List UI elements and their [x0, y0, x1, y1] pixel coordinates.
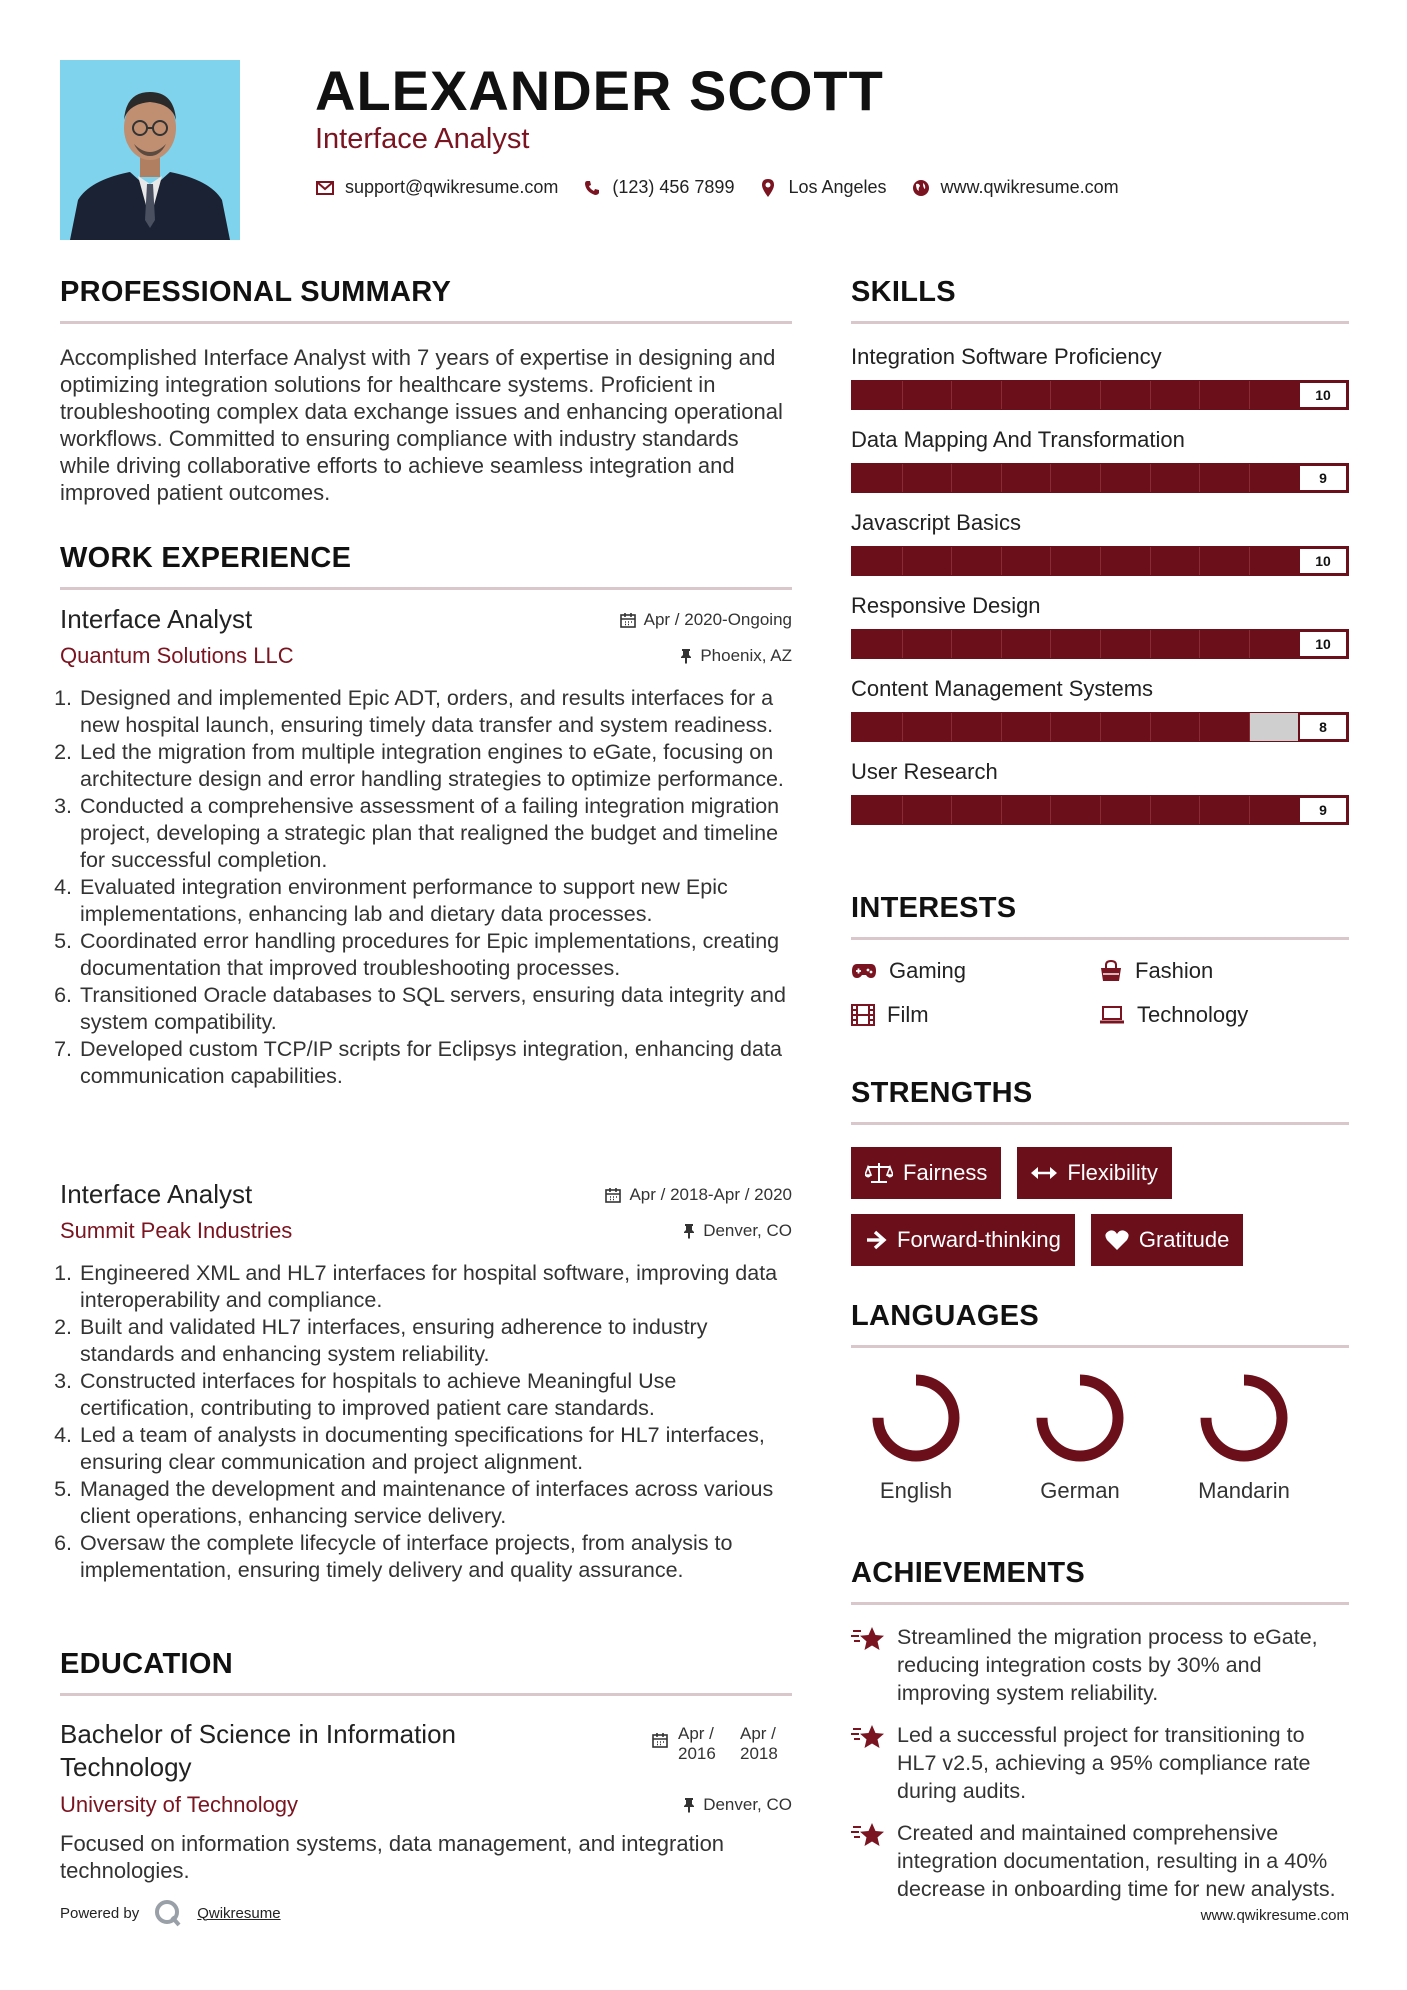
skill-bar-divider — [902, 547, 903, 575]
arrow-right-icon — [865, 1230, 887, 1250]
skill-bar-divider — [1199, 464, 1200, 492]
skill-bar-divider — [1050, 713, 1051, 741]
film-icon — [851, 1004, 875, 1026]
strength-chip — [1091, 1214, 1244, 1266]
list-item: 6. Oversaw the complete lifecycle of interface projects, from analysis to implementation, ensuring timely delivery and quality assurance. — [78, 1530, 792, 1584]
balance-scale-icon — [865, 1162, 893, 1184]
strength-chip — [851, 1147, 1001, 1199]
brand-link[interactable]: Qwikresume — [197, 1904, 281, 1922]
skill-name: Integration Software Proficiency — [851, 344, 1162, 369]
skill-bar-divider — [1001, 796, 1002, 824]
skill-name: Javascript Basics — [851, 510, 1021, 535]
skill-bar-divider — [951, 547, 952, 575]
skill-level: 10 — [1298, 381, 1348, 409]
skill-bar-divider — [1100, 547, 1101, 575]
experience-heading: WORK EXPERIENCE — [60, 542, 352, 574]
skill-bar-divider — [1050, 796, 1051, 824]
list-item: 1. Engineered XML and HL7 interfaces for hospital software, improving data interoperability and compliance. — [78, 1260, 792, 1314]
language-level-arc — [878, 1380, 954, 1456]
skill-bar-divider — [1001, 464, 1002, 492]
list-item: 2. Built and validated HL7 interfaces, ensuring adherence to industry standards and enhancing system reliability. — [78, 1314, 792, 1368]
skill-bar-divider — [1249, 464, 1250, 492]
skill-bar-divider — [951, 381, 952, 409]
education-rule — [60, 1693, 792, 1696]
language-item — [1179, 1372, 1309, 1504]
arrows-horizontal-icon — [1031, 1166, 1057, 1180]
experience-rule — [60, 587, 792, 590]
job-entry — [60, 604, 792, 1090]
skill-bar — [851, 380, 1349, 410]
achievement-item — [851, 1623, 1349, 1707]
skill-name: Responsive Design — [851, 593, 1041, 618]
skill-bar-divider — [902, 713, 903, 741]
shopping-bag-icon — [1099, 960, 1123, 982]
experience-section — [60, 542, 792, 590]
contact-location: Los Angeles — [788, 177, 887, 197]
interest-label: Film — [887, 1002, 929, 1027]
skills-section — [851, 276, 1349, 825]
job-title: Interface Analyst — [60, 1179, 253, 1209]
laptop-icon — [1099, 1006, 1125, 1024]
skill-bar-divider — [1001, 713, 1002, 741]
candidate-title: Interface Analyst — [315, 123, 530, 155]
job-location — [680, 646, 792, 666]
language-level-arc — [1206, 1380, 1282, 1456]
skill-item — [851, 593, 1349, 659]
skills-rule — [851, 321, 1349, 324]
list-item: 5. Coordinated error handling procedures for Epic implementations, creating documentation that improved troubleshooting processes. — [78, 928, 792, 982]
gamepad-icon — [851, 963, 877, 979]
skill-bar-divider — [1001, 547, 1002, 575]
achievement-item — [851, 1721, 1349, 1805]
list-item: 5. Managed the development and maintenance of interfaces across various client operations, enhancing service delivery. — [78, 1476, 792, 1530]
skill-bar-divider — [1050, 547, 1051, 575]
skill-bar-divider — [1249, 796, 1250, 824]
powered-by-label: Powered by — [60, 1904, 140, 1922]
strengths-heading: STRENGTHS — [851, 1077, 1033, 1109]
languages-rule — [851, 1345, 1349, 1348]
skill-bar-divider — [1150, 630, 1151, 658]
achievements-list — [851, 1623, 1349, 1903]
list-item: 3. Constructed interfaces for hospitals to achieve Meaningful Use certification, contributing to improved patient care standards. — [78, 1368, 792, 1422]
education-location-text: Denver, CO — [703, 1795, 792, 1814]
skill-bar-divider — [902, 381, 903, 409]
strengths-list — [851, 1147, 1349, 1266]
skill-name: Content Management Systems — [851, 676, 1154, 701]
skill-bar-divider — [1199, 630, 1200, 658]
language-level-arc — [1042, 1380, 1118, 1456]
skill-level: 9 — [1298, 464, 1348, 492]
contact-email[interactable]: support@qwikresume.com — [345, 177, 559, 197]
skill-bar — [851, 463, 1349, 493]
skill-bar-divider — [1199, 713, 1200, 741]
skill-bar-divider — [1050, 381, 1051, 409]
school-name: University of Technology — [60, 1792, 299, 1817]
skill-item — [851, 676, 1349, 742]
job-bullets — [60, 685, 792, 1090]
calendar-icon — [605, 1187, 621, 1203]
job-location-text: Denver, CO — [703, 1221, 792, 1240]
powered-by — [60, 1898, 281, 1928]
skill-bar-divider — [1100, 381, 1101, 409]
list-item: 4. Led a team of analysts in documenting specifications for HL7 interfaces, ensuring clear communication and project alignment. — [78, 1422, 792, 1476]
list-item: 2. Led the migration from multiple integration engines to eGate, focusing on architecture design and error handling strategies to optimize performance. — [78, 739, 792, 793]
skill-bar-divider — [902, 464, 903, 492]
skill-level: 10 — [1298, 630, 1348, 658]
map-marker-icon — [758, 178, 778, 198]
interests-rule — [851, 937, 1349, 940]
skill-level: 9 — [1298, 796, 1348, 824]
star-icon — [851, 1625, 885, 1653]
profile-photo — [60, 60, 240, 240]
skill-bar-divider — [1100, 630, 1101, 658]
language-level-ring — [1198, 1372, 1290, 1464]
language-item — [1015, 1372, 1145, 1504]
language-name: English — [879, 1478, 953, 1503]
skill-bar-divider — [1100, 464, 1101, 492]
education-end — [740, 1724, 792, 1784]
list-item: 3. Conducted a comprehensive assessment of a failing integration migration project, developing a strategic plan that realigned the budget and timeline for successful completion. — [78, 793, 792, 874]
summary-heading: PROFESSIONAL SUMMARY — [60, 276, 452, 308]
degree-title — [60, 1718, 456, 1784]
skill-bar-fill — [852, 796, 1298, 824]
skill-bar-divider — [951, 796, 952, 824]
skill-bar-divider — [1001, 381, 1002, 409]
date-part: Apr / — [678, 1724, 714, 1743]
interests-section — [851, 892, 1349, 1028]
skill-bar-divider — [951, 630, 952, 658]
skill-level: 10 — [1298, 547, 1348, 575]
skill-bar-divider — [1050, 464, 1051, 492]
strength-label: Gratitude — [1138, 1227, 1230, 1252]
achievements-section — [851, 1557, 1349, 1903]
skill-name: Data Mapping And Transformation — [851, 427, 1185, 452]
skill-bar-divider — [1249, 713, 1250, 741]
skill-bar-divider — [1249, 547, 1250, 575]
skill-bar-divider — [1150, 464, 1151, 492]
education-location — [683, 1795, 792, 1815]
interest-item — [1099, 1002, 1347, 1028]
achievement-text: Led a successful project for transitioning to HL7 v2.5, achieving a 95% compliance rate during audits. — [897, 1723, 1311, 1803]
job-dates — [620, 610, 792, 630]
skill-bar — [851, 712, 1349, 742]
interest-item — [851, 1002, 1099, 1028]
star-icon — [851, 1723, 885, 1751]
list-item: 6. Transitioned Oracle databases to SQL servers, ensuring data integrity and system compatibility. — [78, 982, 792, 1036]
strengths-rule — [851, 1122, 1349, 1125]
skill-bar-divider — [951, 464, 952, 492]
skill-bar-divider — [951, 713, 952, 741]
job-dates — [605, 1185, 792, 1205]
strength-label: Flexibility — [1067, 1160, 1158, 1185]
date-part: 2018 — [740, 1744, 778, 1763]
job-title: Interface Analyst — [60, 604, 253, 634]
education-description: Focused on information systems, data management, and integration technologies. — [60, 1831, 725, 1883]
star-icon — [851, 1821, 885, 1849]
interest-label: Technology — [1137, 1002, 1249, 1027]
language-item — [851, 1372, 981, 1504]
interests-heading: INTERESTS — [851, 892, 1017, 924]
skill-bar-divider — [1150, 547, 1151, 575]
envelope-icon — [315, 178, 335, 198]
job-company: Quantum Solutions LLC — [60, 643, 294, 668]
skill-bar-divider — [902, 796, 903, 824]
skill-name: User Research — [851, 759, 998, 784]
languages-section — [851, 1300, 1349, 1504]
degree-title-line: Technology — [60, 1752, 192, 1782]
skill-bar-fill — [852, 464, 1298, 492]
contact-phone[interactable]: (123) 456 7899 — [612, 177, 735, 197]
skill-item — [851, 427, 1349, 493]
skill-item — [851, 759, 1349, 825]
interest-label: Gaming — [889, 958, 967, 983]
job-bullets — [60, 1260, 792, 1584]
language-level-ring — [1034, 1372, 1126, 1464]
strengths-section — [851, 1077, 1349, 1266]
heart-icon — [1105, 1229, 1129, 1251]
pushpin-icon — [680, 648, 692, 664]
calendar-icon — [620, 612, 636, 628]
contact-website[interactable]: www.qwikresume.com — [940, 177, 1119, 197]
strength-chip — [851, 1214, 1075, 1266]
globe-icon — [911, 178, 931, 198]
languages-heading: LANGUAGES — [851, 1300, 1039, 1332]
job-location-text: Phoenix, AZ — [700, 646, 792, 665]
skill-bar-divider — [1150, 796, 1151, 824]
strength-label: Fairness — [903, 1160, 988, 1185]
skill-bar-divider — [1199, 381, 1200, 409]
language-level-ring — [870, 1372, 962, 1464]
skill-bar — [851, 629, 1349, 659]
skill-bar-divider — [1001, 630, 1002, 658]
language-name: Mandarin — [1198, 1478, 1290, 1503]
qwikresume-logo-icon — [153, 1898, 183, 1928]
skills-heading: SKILLS — [851, 276, 956, 308]
achievements-rule — [851, 1602, 1349, 1605]
education-dates — [652, 1724, 792, 1784]
language-name: German — [1040, 1478, 1120, 1503]
pushpin-icon — [683, 1797, 695, 1813]
job-entry — [60, 1179, 792, 1584]
job-location — [683, 1221, 792, 1241]
achievement-item — [851, 1819, 1349, 1903]
summary-rule — [60, 321, 792, 324]
achievement-text: Streamlined the migration process to eGate, reducing integration costs by 30% and improving system reliability. — [897, 1625, 1318, 1705]
education-section — [60, 1648, 792, 1884]
skill-bar-divider — [1050, 630, 1051, 658]
skill-item — [851, 344, 1349, 410]
skill-item — [851, 510, 1349, 576]
skill-bar-divider — [1199, 796, 1200, 824]
candidate-name: ALEXANDER SCOTT — [315, 59, 884, 122]
skill-bar-divider — [1100, 796, 1101, 824]
education-heading: EDUCATION — [60, 1648, 233, 1680]
strength-chip — [1017, 1147, 1171, 1199]
skill-bar-divider — [1199, 547, 1200, 575]
job-company: Summit Peak Industries — [60, 1218, 293, 1243]
date-part: Apr / — [740, 1724, 776, 1743]
skill-bar — [851, 546, 1349, 576]
contact-bar — [315, 177, 1131, 198]
list-item: 7. Developed custom TCP/IP scripts for Eclipsys integration, enhancing data communication capabilities. — [78, 1036, 792, 1090]
skill-bar-divider — [1150, 381, 1151, 409]
summary-section — [60, 276, 792, 506]
job-dates-text: Apr / 2020-Ongoing — [643, 609, 792, 629]
skill-bar — [851, 795, 1349, 825]
list-item: 1. Designed and implemented Epic ADT, orders, and results interfaces for a new hospital launch, ensuring timely data transfer and system readiness. — [78, 685, 792, 739]
skill-bar-divider — [902, 630, 903, 658]
interests-grid — [851, 958, 1349, 1028]
achievement-text: Created and maintained comprehensive integration documentation, resulting in a 40% decrease in onboarding time for new analysts. — [897, 1821, 1336, 1901]
job-dates-text: Apr / 2018-Apr / 2020 — [629, 1184, 792, 1204]
footer-website[interactable]: www.qwikresume.com — [1200, 1907, 1349, 1924]
interest-item — [1099, 958, 1347, 984]
calendar-icon — [652, 1732, 668, 1748]
education-start — [678, 1724, 730, 1784]
skills-list — [851, 344, 1349, 825]
skill-bar-divider — [1150, 713, 1151, 741]
skill-bar-divider — [1249, 630, 1250, 658]
degree-title-line: Bachelor of Science in Information — [60, 1719, 456, 1749]
skill-bar-divider — [1249, 381, 1250, 409]
interest-item — [851, 958, 1099, 984]
list-item: 4. Evaluated integration environment performance to support new Epic implementations, enhancing lab and dietary data processes. — [78, 874, 792, 928]
skill-level: 8 — [1298, 713, 1348, 741]
interest-label: Fashion — [1135, 958, 1214, 983]
strength-label: Forward-thinking — [897, 1227, 1061, 1252]
pushpin-icon — [683, 1223, 695, 1239]
languages-list — [851, 1372, 1349, 1504]
phone-icon — [582, 178, 602, 198]
summary-text: Accomplished Interface Analyst with 7 years of expertise in designing and optimizing integration solutions for healthcare systems. Proficient in troubleshooting complex data exchange issues and enhancing operational workflows. Committed to ensuring compliance with industry standards while driving collaborative efforts to achieve seamless integration and improved patient outcomes. — [60, 345, 783, 505]
skill-bar-divider — [1100, 713, 1101, 741]
achievements-heading: ACHIEVEMENTS — [851, 1557, 1086, 1589]
date-part: 2016 — [678, 1744, 716, 1763]
